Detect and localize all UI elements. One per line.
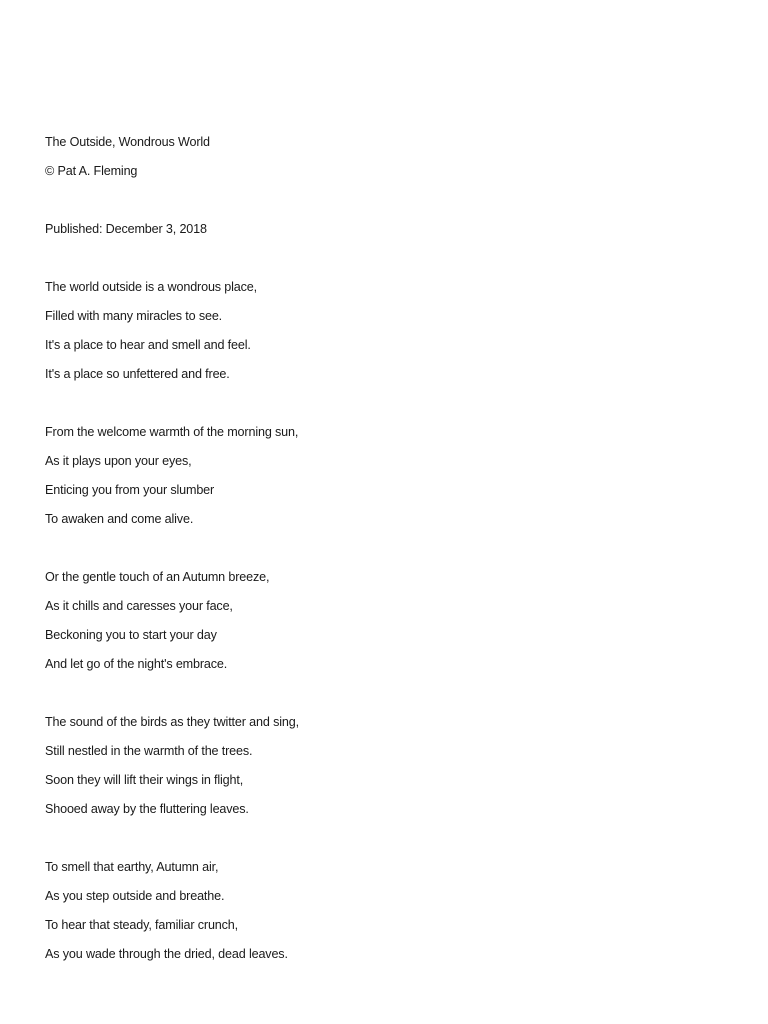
poem-line: Shooed away by the fluttering leaves. bbox=[45, 802, 249, 816]
published-date: Published: December 3, 2018 bbox=[45, 222, 207, 236]
copyright-line: © Pat A. Fleming bbox=[45, 164, 138, 178]
poem-line: As it plays upon your eyes, bbox=[45, 454, 192, 468]
blank-line bbox=[45, 191, 725, 220]
stanza-break bbox=[45, 829, 725, 858]
stanza-break bbox=[45, 684, 725, 713]
poem-line: It's a place to hear and smell and feel. bbox=[45, 338, 251, 352]
poem-line: To awaken and come alive. bbox=[45, 512, 194, 526]
poem-content bbox=[45, 133, 725, 974]
stanza-break bbox=[45, 539, 725, 568]
poem-title: The Outside, Wondrous World bbox=[45, 135, 210, 149]
poem-line: And let go of the night's embrace. bbox=[45, 657, 228, 671]
stanza-2 bbox=[45, 423, 725, 539]
stanza-5 bbox=[45, 858, 725, 974]
poem-line: As you wade through the dried, dead leaves. bbox=[45, 947, 288, 961]
poem-line: Or the gentle touch of an Autumn breeze, bbox=[45, 570, 270, 584]
poem-line: Filled with many miracles to see. bbox=[45, 309, 223, 323]
poem-line: The sound of the birds as they twitter and sing, bbox=[45, 715, 299, 729]
blank-line bbox=[45, 249, 725, 278]
poem-line: Beckoning you to start your day bbox=[45, 628, 217, 642]
poem-line: The world outside is a wondrous place, bbox=[45, 280, 258, 294]
stanza-3 bbox=[45, 568, 725, 684]
poem-line: As you step outside and breathe. bbox=[45, 889, 225, 903]
stanza-1 bbox=[45, 278, 725, 394]
stanza-4 bbox=[45, 713, 725, 829]
poem-line: To hear that steady, familiar crunch, bbox=[45, 918, 239, 932]
poem-line: From the welcome warmth of the morning sun, bbox=[45, 425, 299, 439]
poem-line: It's a place so unfettered and free. bbox=[45, 367, 230, 381]
poem-line: As it chills and caresses your face, bbox=[45, 599, 233, 613]
poem-line: Soon they will lift their wings in flight, bbox=[45, 773, 244, 787]
poem-line: Enticing you from your slumber bbox=[45, 483, 215, 497]
poem-line: Still nestled in the warmth of the trees. bbox=[45, 744, 253, 758]
poem-line: To smell that earthy, Autumn air, bbox=[45, 860, 219, 874]
stanza-break bbox=[45, 394, 725, 423]
